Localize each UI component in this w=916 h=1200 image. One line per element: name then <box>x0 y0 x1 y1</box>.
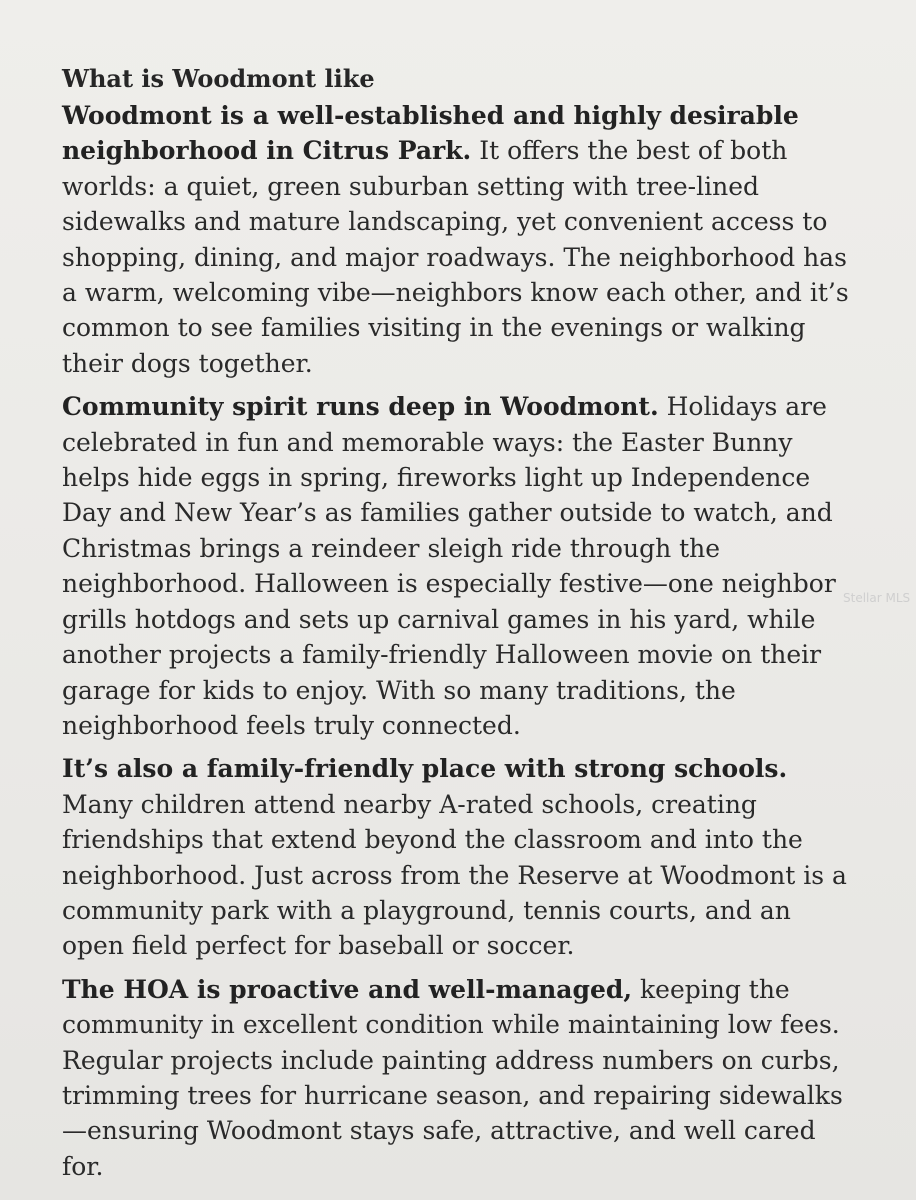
paragraph-body: Holidays are celebrated in fun and memorable ways: the Easter Bunny helps hide eggs in spring, fireworks light up Independence Day and New Year’s as families gather outside to watch, and Christmas brings a reindeer sleigh ride through the neighborhood. Halloween is especially festive—one neighbor grills hotdogs and sets up carnival games in his yard, while another projects a family-friendly Halloween movie on their garage for kids to enjoy. With so many traditions, the neighborhood feels truly connected. <box>62 392 836 740</box>
watermark: Stellar MLS <box>843 591 911 605</box>
paragraph-lead: It’s also a family-friendly place with strong schools. <box>62 754 788 784</box>
paragraph-lead: The HOA is proactive and well-managed, <box>62 974 633 1004</box>
section-heading: What is Woodmont like <box>62 64 375 93</box>
paragraph-lead: Community spirit runs deep in Woodmont. <box>62 392 659 422</box>
paragraph-body: It offers the best of both worlds: a quiet, green suburban setting with tree-lined sidewalks and mature landscaping, yet convenient access to shopping, dining, and major roadways. The neighborhood has a warm, welcoming vibe—neighbors know each other, and it’s common to see families visiting in the evenings or walking their dogs together. <box>62 136 849 378</box>
paragraph-body: Many children attend nearby A-rated schools, creating friendships that extend beyond the classroom and into the neighborhood. Just across from the Reserve at Woodmont is a community park with a playground, tennis courts, and an open field perfect for baseball or soccer. <box>62 789 847 961</box>
paragraph-schools <box>62 751 852 963</box>
paragraph-lead: Woodmont is a well-established and highly desirable neighborhood in Citrus Park. <box>62 101 799 166</box>
document-body <box>62 62 852 1192</box>
paragraph-overview <box>62 98 852 381</box>
paragraph-body: keeping the community in excellent condition while maintaining low fees. Regular projects include painting address numbers on curbs, trimming trees for hurricane season, and repairing sidewalks—ensuring Woodmont stays safe, attractive, and well cared for. <box>62 974 843 1181</box>
paragraph-community <box>62 389 852 743</box>
paragraph-hoa <box>62 972 852 1184</box>
